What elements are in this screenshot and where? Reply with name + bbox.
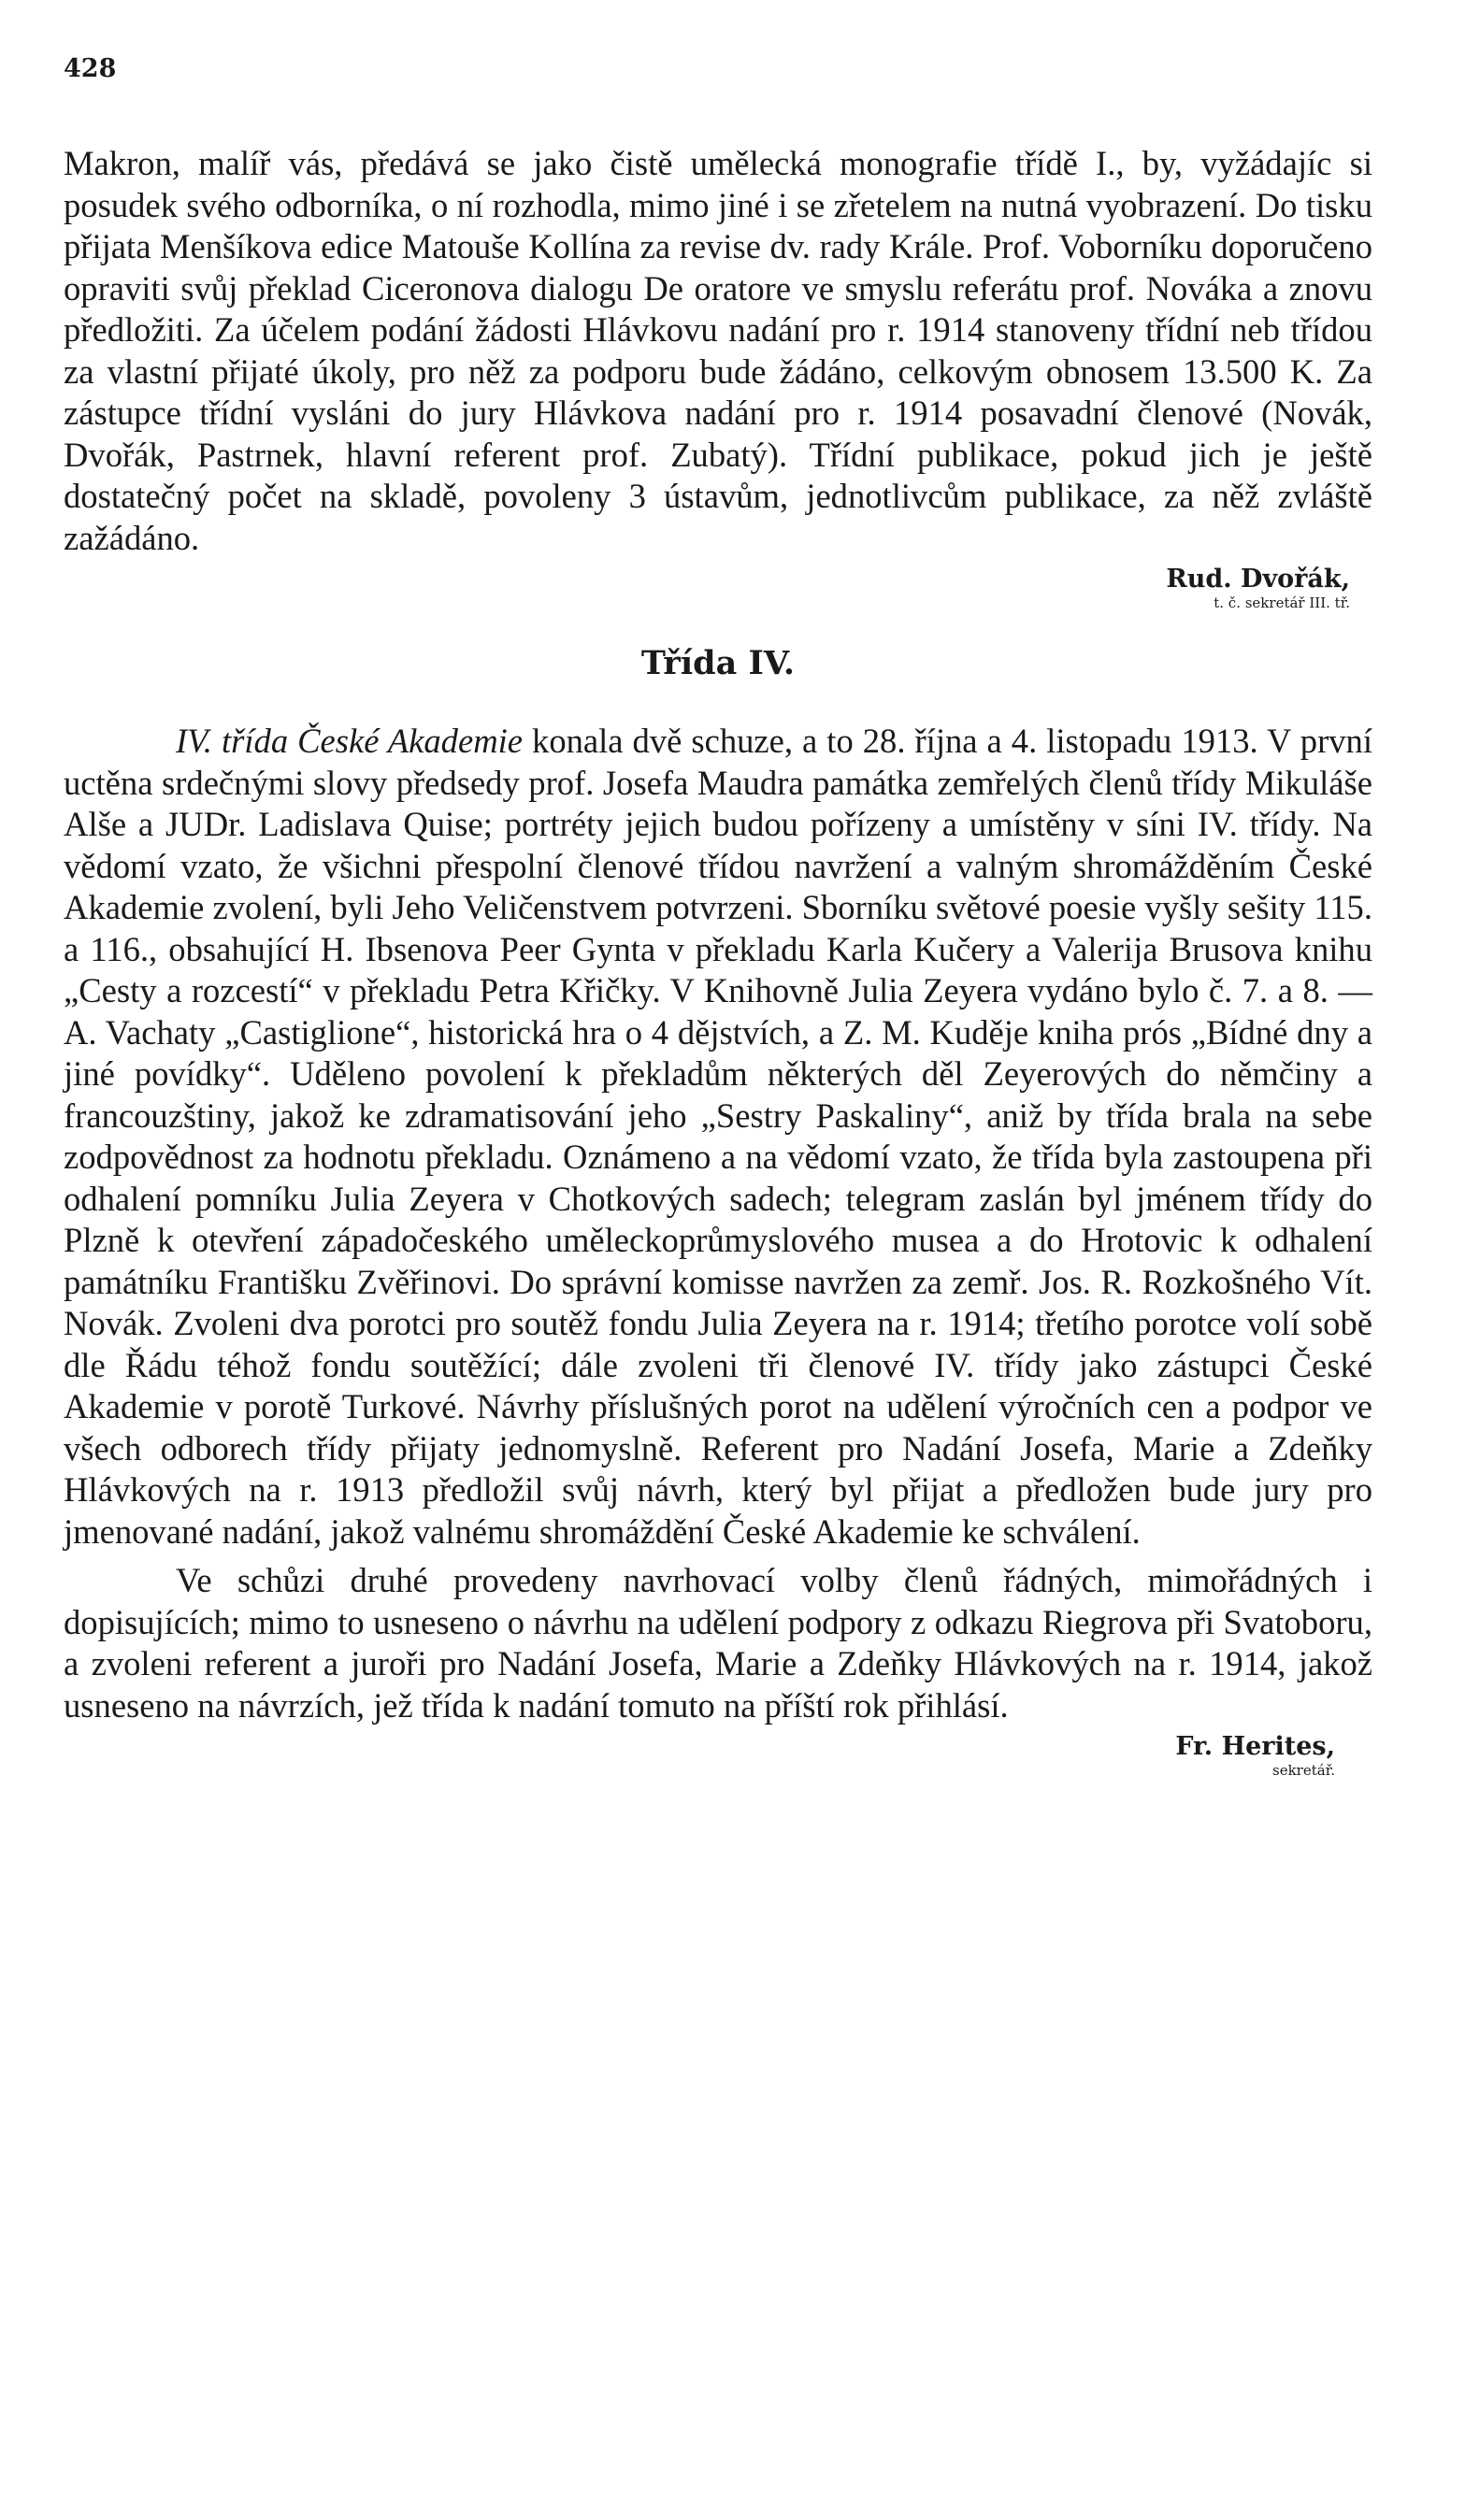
- paragraph-class-iii-report: Makron, malíř vás, předává se jako čistě umělecká monografie třídě I., by, vyžádajíc si posudek svého odborníka, o ní rozhodla, mimo jiné i se zřetelem na nutná vyobrazení. Do tisku přijata Menšíkova edice Matouše Kollína za revise dv. rady Krále. Prof. Voborníku doporučeno opraviti svůj překlad Ciceronova dialogu De oratore ve smyslu referátu prof. Nováka a znovu předložiti. Za účelem podání žádosti Hlávkovu nadání pro r. 1914 stanoveny třídní neb třídou za vlastní přijaté úkoly, pro něž za podporu bude žádáno, celkovým obnosem 13.500 K. Za zástupce třídní vysláni do jury Hlávkova nadání pro r. 1914 posavadní členové (Novák, Dvořák, Pastrnek, hlavní referent prof. Zubatý). Třídní publikace, pokud jich je ještě dostatečný počet na skladě, povoleny 3 ústavům, jednotlivcům publikace, za něž zvláště zažádáno.: [64, 144, 1372, 557]
- paragraph-second-meeting: Ve schůzi druhé provedeny navrhovací volby členů řádných, mimořádných i dopisujících; mimo to usneseno o návrhu na udělení podpory z odkazu Riegrova při Svatoboru, a zvoleni referent a juroři pro Nadání Josefa, Marie a Zdeňky Hlávkových na r. 1914, jakož usneseno na návrzích, jež třída k nadání tomuto na příští rok přihlásí.: [64, 1561, 1372, 1725]
- italic-lead: IV. třída České Akademie: [176, 722, 524, 761]
- paragraph-class-iv-meetings: [64, 721, 1372, 1553]
- signature-dvorak: [64, 565, 1372, 611]
- signature-herites: [64, 1732, 1372, 1779]
- section-heading-class-iv: Třída IV.: [640, 644, 796, 683]
- page-number: 428: [64, 54, 117, 83]
- signature-role: sekretář.: [1272, 1762, 1335, 1780]
- signature-name: Rud. Dvořák,: [1166, 565, 1350, 594]
- signature-role: t. č. sekretář III. tř.: [1214, 594, 1350, 612]
- document-page: [64, 56, 1372, 1780]
- paragraph-text: konala dvě schuze, a to 28. října a 4. listopadu 1913. V první uctěna srdečnými slovy předsedy prof. Josefa Maudra památka zemřelých členů třídy Mikuláše Alše a JUDr. Ladislava Quise; portréty jejich budou pořízeny a umístěny v síni IV. třídy. Na vědomí vzato, že všichni přespolní členové třídou navržení a valným shromážděním České Akademie zvolení, byli Jeho Veličenstvem potvrzeni. Sborníku světové poesie vyšly sešity 115. a 116., obsahující H. Ibsenova Peer Gynta v překladu Karla Kučery a Valerija Brusova knihu „Cesty a rozcestí“ v překladu Petra Křičky. V Knihovně Julia Zeyera vydáno bylo č. 7. a 8. — A. Vachaty „Castiglione“, historická hra o 4 dějstvích, a Z. M. Kuděje kniha prós „Bídné dny a jiné povídky“. Uděleno povolení k překladům některých děl Zeyerových do němčiny a francouzštiny, jakož ke zdramatisování jeho „Sestry Paskaliny“, aniž by třída brala na sebe zodpovědnost za hodnotu překladu. Oznámeno a na vědomí vzato, že třída byla zastoupena při odhalení pomníku Julia Zeyera v Chotkových sadech; telegram zaslán byl jménem třídy do Plzně k otevření západočeského uměleckoprůmyslového musea a do Hrotovic k odhalení památníku Františku Zvěřinovi. Do správní komisse navržen za zemř. Jos. R. Rozkošného Vít. Novák. Zvoleni dva porotci pro soutěž fondu Julia Zeyera na r. 1914; třetího porotce volí sobě dle Řádu téhož fondu soutěžící; dále zvoleni tři členové IV. třídy jako zástupci České Akademie v porotě Turkové. Návrhy příslušných porot na udělení výročních cen a podpor ve všech odborech třídy přijaty jednomyslně. Referent pro Nadání Josefa, Marie a Zdeňky Hlávkových na r. 1913 předložil svůj návrh, který byl přijat a předložen bude jury pro jmenované nadání, jakož valnému shromáždění České Akademie ke schválení.: [64, 722, 1372, 1551]
- signature-name: Fr. Herites,: [1175, 1732, 1335, 1762]
